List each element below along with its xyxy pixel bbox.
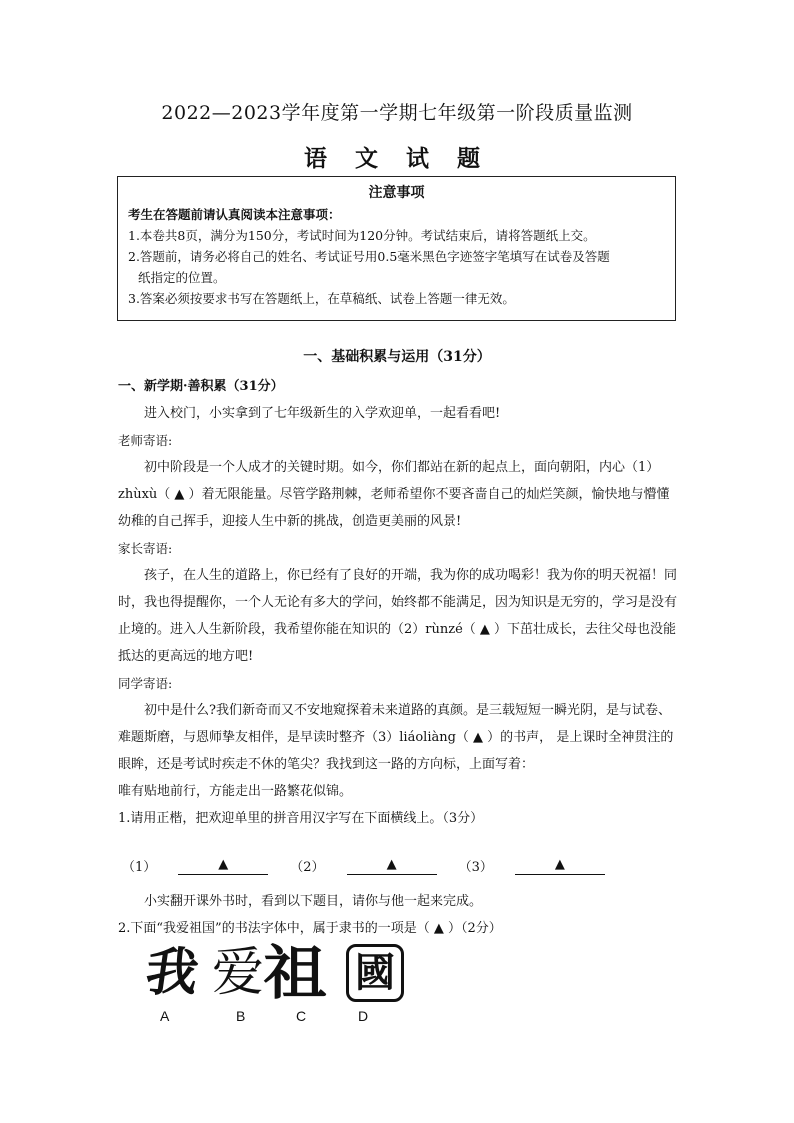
classmate-message-end: 唯有贴地前行，方能走出一路繁花似锦。 [118,784,353,799]
calligraphy-option-a: 我 [141,943,203,1003]
section-heading: 一、基础积累与运用（31分） [303,349,491,365]
notice-box [117,176,676,321]
option-label-d: D [358,1008,369,1024]
classmate-message: 初中是什么?我们新奇而又不安地窥探着未来道路的真颜。是三载短短一瞬光阴，是与试卷、难题斯磨，与恩师挚友相伴，是早读时整齐（3）liáoliàng（ ▲ ）的书声， 是上课时全神贯注的眼眸，还是考试时疾走不休的笔尖？我找到这一路的方向标，上面写着： [118,703,674,772]
notice-item-3: 3.答案必须按要求书写在答题纸上，在草稿纸、试卷上答题一律无效。 [128,291,515,306]
notice-item-2-cont: 纸指定的位置。 [138,270,226,285]
notice-item-2: 2.答题前，请务必将自己的姓名、考试证号用0.5毫米黑色字迹签字笔填写在试卷及答题 [128,249,610,264]
parent-message: 孩子，在人生的道路上，你已经有了良好的开端，我为你的成功喝彩！我为你的明天祝福！同时，我也得提醒你，一个人无论有多大的学问，始终都不能满足，因为知识是无穷的，学习是没有止境的。进入人生新阶段，我希望你能在知识的（2）rùnzé（ ▲ ）下茁壮成长，去往父母也没能抵达的更高远的地方吧! [118,568,678,664]
teacher-message: 初中阶段是一个人成才的关键时期。如今，你们都站在新的起点上，面向朝阳，内心（1） zhùxù（ ▲ ）着无限能量。尽管学路荆棘，老师希望你不要吝啬自己的灿烂笑颜，愉快地与懵懂幼稚的自己挥手，迎接人生中新的挑战，创造更美丽的风景! [118,460,670,529]
sub-heading: 一、新学期·善积累（31分） [118,379,284,394]
parent-label: 家长寄语: [118,541,173,556]
section-body [118,373,678,832]
intro-text: 进入校门，小实拿到了七年级新生的入学欢迎单，一起看看吧! [144,406,501,421]
option-label-b: B [236,1008,246,1024]
option-label-a: A [160,1008,170,1024]
question-2: 2.下面“我爱祖国”的书法字体中，属于隶书的一项是（ ▲ ）（2分） [118,921,502,936]
teacher-label: 老师寄语: [118,433,173,448]
blank-2-number: （2） [290,860,325,875]
extra-intro: 小实翻开课外书时，看到以下题目，请你与他一起来完成。 [144,894,483,909]
calligraphy-option-c: 祖 [263,939,327,1007]
calligraphy-option-b: 爱 [212,943,263,1003]
blank-2[interactable]: ▲ [347,856,437,875]
question-2-block [118,888,678,942]
notice-intro: 考生在答题前请认真阅读本注意事项： [128,207,341,222]
blank-3-number: （3） [458,860,493,875]
blank-3[interactable]: ▲ [515,856,605,875]
calligraphy-option-d: 國 [346,944,404,1002]
notice-item-1: 1.本卷共8页，满分为150分，考试时间为120分钟。考试结束后，请将答题纸上交。 [128,228,596,243]
option-label-c: C [296,1008,307,1024]
exam-title: 2022—2023学年度第一学期七年级第一阶段质量监测 [161,102,633,124]
exam-subject-title: 语 文 试 题 [303,145,491,172]
question-1: 1.请用正楷，把欢迎单里的拼音用汉字写在下面横线上。（3分） [118,811,484,826]
blank-1-number: （1） [122,860,157,875]
answer-blanks [122,856,622,875]
notice-title: 注意事项 [368,185,425,201]
blank-1[interactable]: ▲ [178,856,268,875]
classmate-label: 同学寄语: [118,676,173,691]
